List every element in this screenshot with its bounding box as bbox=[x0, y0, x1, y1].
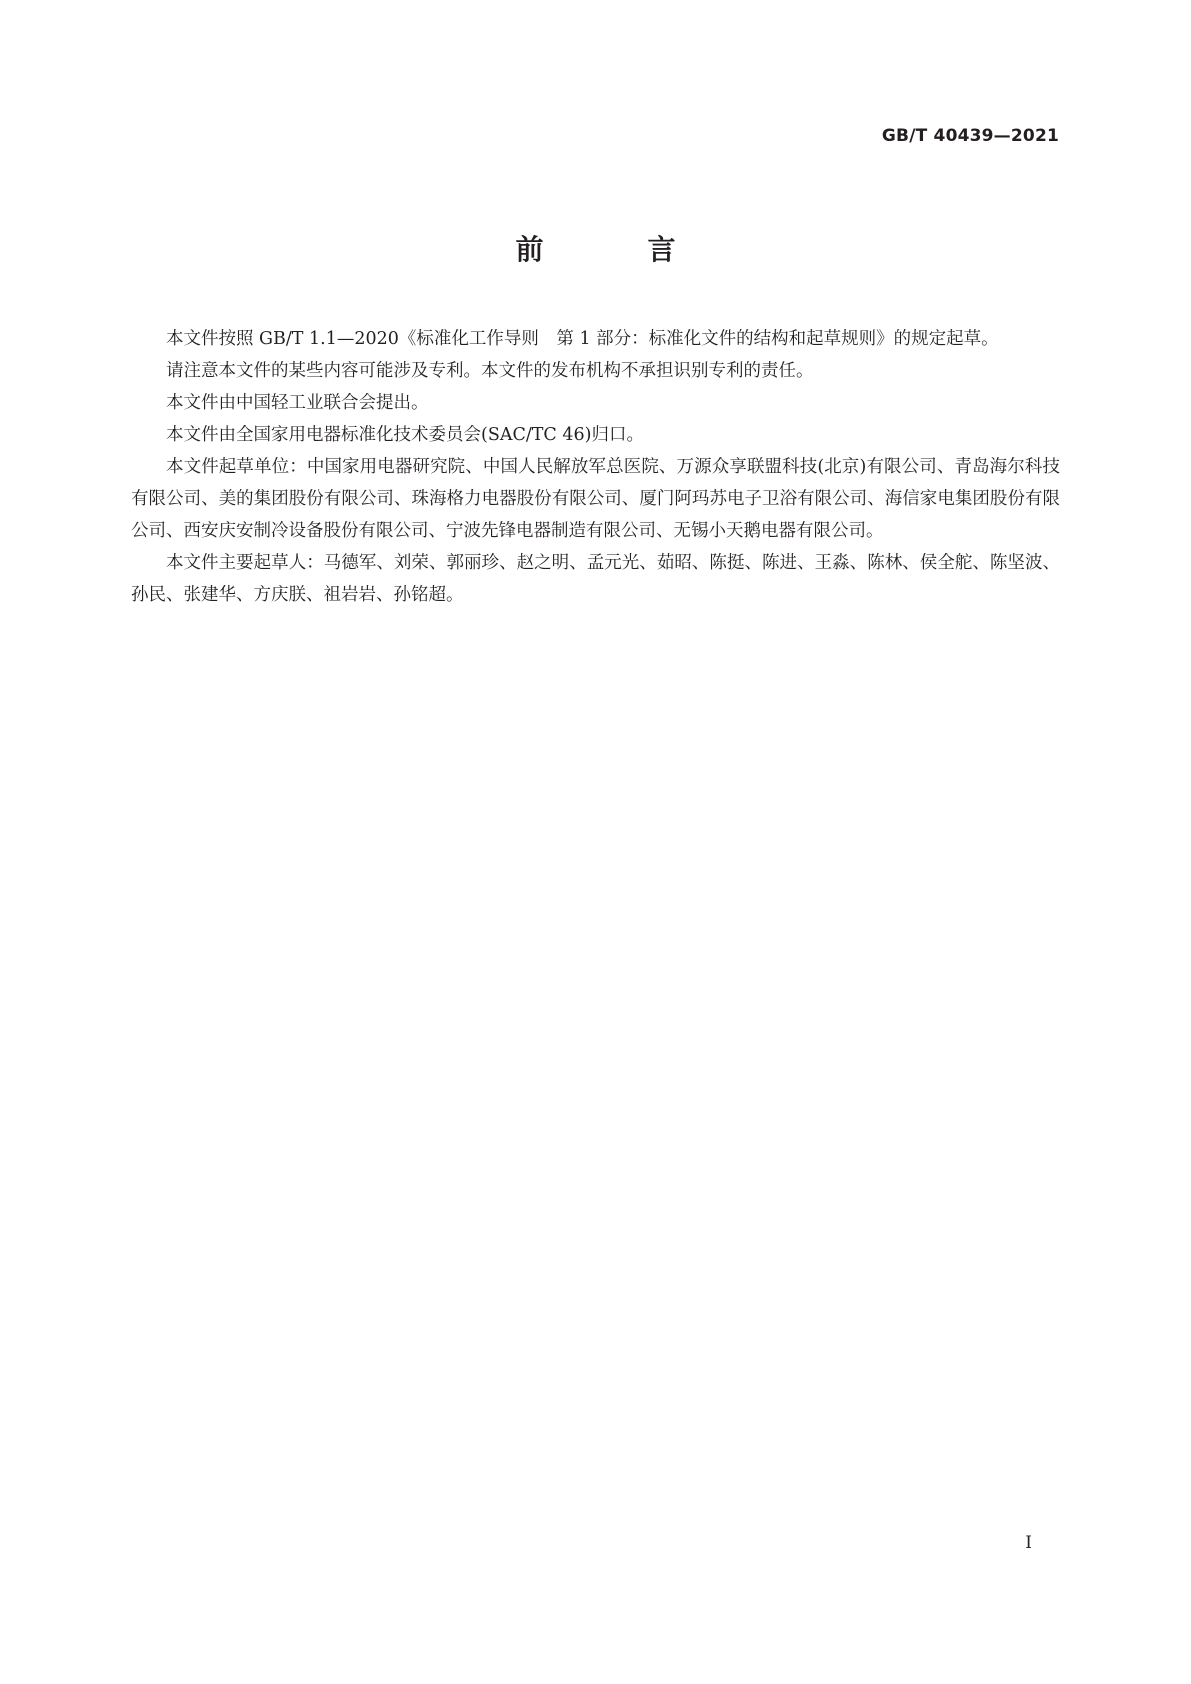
document-body bbox=[131, 323, 1060, 611]
paragraph-patent-notice: 请注意本文件的某些内容可能涉及专利。本文件的发布机构不承担识别专利的责任。 bbox=[166, 361, 814, 381]
paragraph-main-drafters: 本文件主要起草人：马德军、刘荣、郭丽珍、赵之明、孟元光、茹昭、陈挺、陈进、王淼、陈林、侯全舵、陈坚波、孙民、张建华、方庆朕、祖岩岩、孙铭超。 bbox=[131, 553, 1060, 605]
paragraph-drafting-units: 本文件起草单位：中国家用电器研究院、中国人民解放军总医院、万源众享联盟科技(北京)有限公司、青岛海尔科技有限公司、美的集团股份有限公司、珠海格力电器股份有限公司、厦门阿玛苏电子卫浴有限公司、海信家电集团股份有限公司、西安庆安制冷设备股份有限公司、宁波先锋电器制造有限公司、无锡小天鹅电器有限公司。 bbox=[131, 457, 1060, 541]
page-title: 前 言 bbox=[515, 233, 714, 266]
paragraph-technical-committee: 本文件由全国家用电器标准化技术委员会(SAC/TC 46)归口。 bbox=[166, 425, 644, 445]
standard-code: GB/T 40439—2021 bbox=[881, 126, 1059, 146]
page-number: I bbox=[1025, 1533, 1032, 1553]
paragraph-proposer: 本文件由中国轻工业联合会提出。 bbox=[166, 393, 429, 413]
paragraph-drafting-rules: 本文件按照 GB/T 1.1—2020《标准化工作导则 第 1 部分：标准化文件的结构和起草规则》的规定起草。 bbox=[166, 329, 999, 349]
